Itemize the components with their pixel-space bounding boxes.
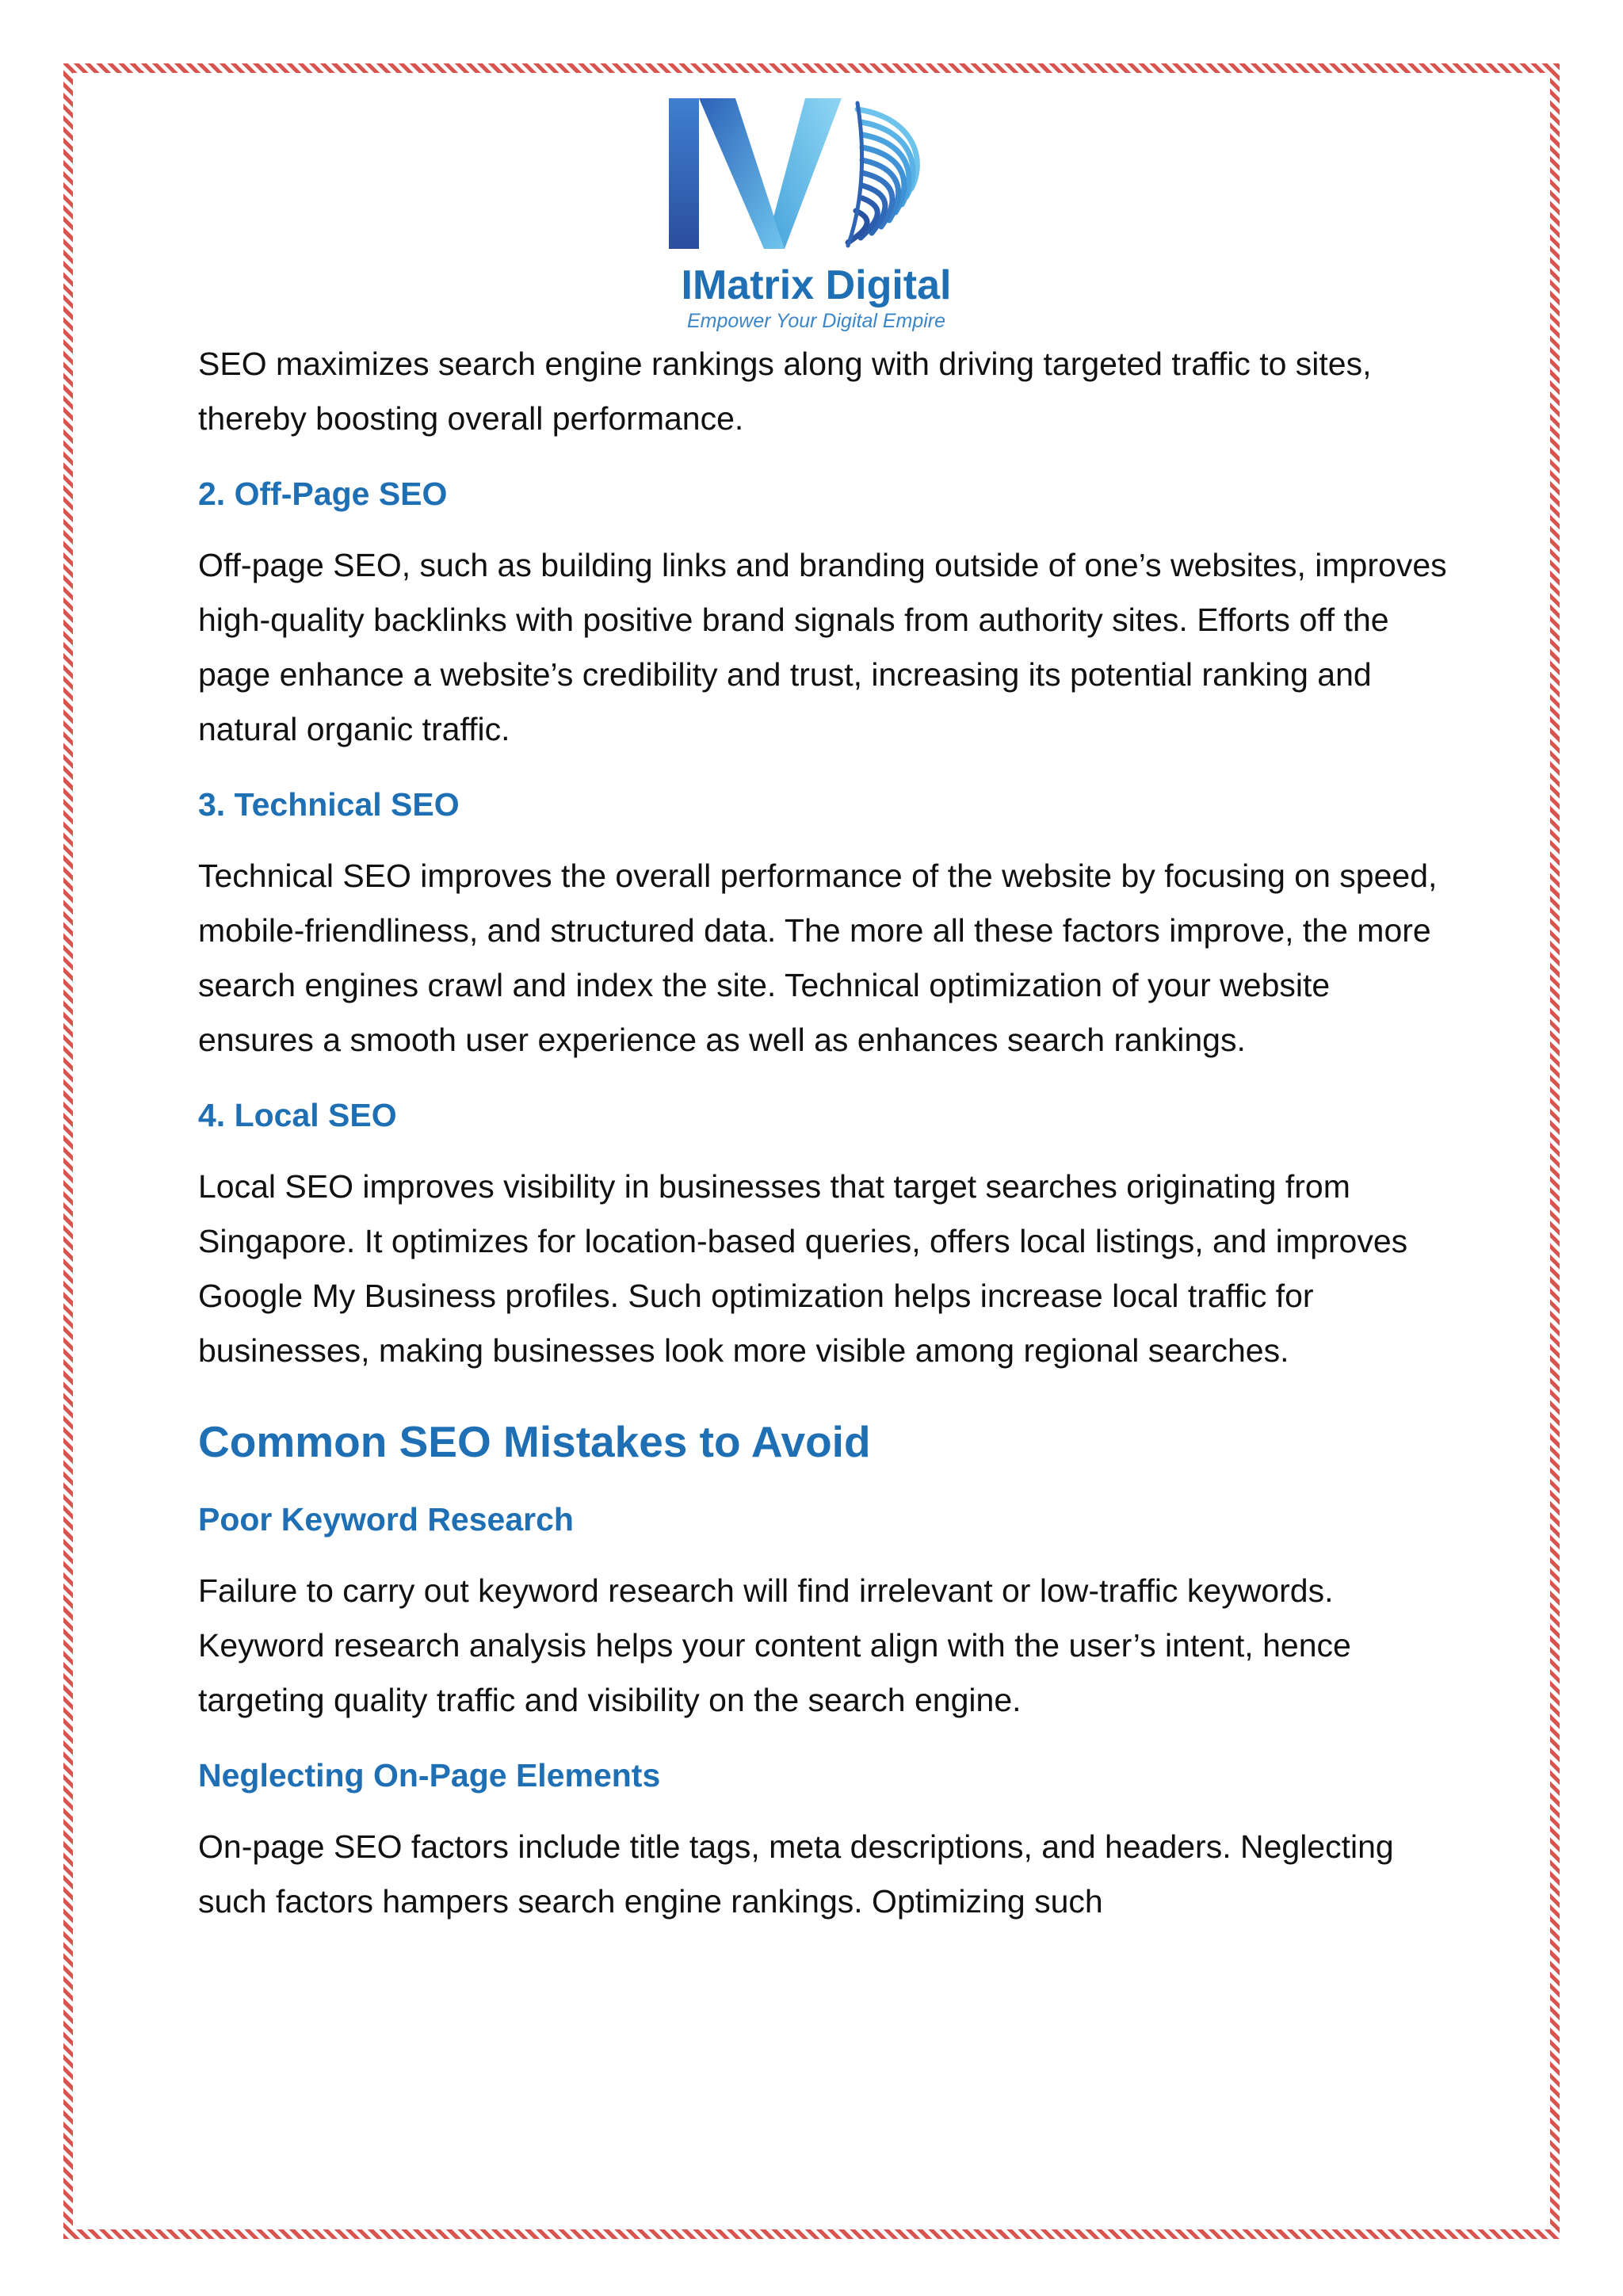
imatrix-logo (658, 94, 975, 339)
section-heading-local-seo: 4. Local SEO (198, 1097, 397, 1133)
mistake-heading-keyword-research: Poor Keyword Research (198, 1501, 574, 1538)
document-body (198, 337, 1450, 1951)
section-heading-technical-seo: 3. Technical SEO (198, 786, 460, 823)
section-body-local-seo: Local SEO improves visibility in businesses that target searches originating from Singapore. It optimizes for location-based queries, offers local listings, and improves Google My Business profiles. Such optimization helps increase local traffic for businesses, making businesses look more visible among regional searches. (198, 1168, 1408, 1369)
section-body-off-page-seo: Off-page SEO, such as building links and branding outside of one’s websites, improves high-quality backlinks with positive brand signals from authority sites. Efforts off the page enhance a website’s credibility and trust, increasing its potential ranking and natural organic traffic. (198, 547, 1447, 747)
section-heading-off-page-seo: 2. Off-Page SEO (198, 476, 448, 512)
intro-paragraph: SEO maximizes search engine rankings along with driving targeted traffic to sites, thereby boosting overall performance. (198, 346, 1372, 437)
mistake-heading-on-page-elements: Neglecting On-Page Elements (198, 1757, 661, 1794)
logo-tagline: Empower Your Digital Empire (686, 310, 946, 332)
logo-mark-icon (658, 94, 975, 260)
mistake-body-on-page-elements: On-page SEO factors include title tags, meta descriptions, and headers. Neglecting such factors hampers search engine rankings. Optimizing such (198, 1828, 1394, 1920)
section-body-technical-seo: Technical SEO improves the overall performance of the website by focusing on speed, mobile-friendliness, and structured data. The more all these factors improve, the more search engines crawl and index the site. Technical optimization of your website ensures a smooth user experience as well as enhances search rankings. (198, 858, 1438, 1058)
logo-name: IMatrix Digital (681, 262, 952, 308)
mistakes-title: Common SEO Mistakes to Avoid (198, 1417, 871, 1466)
mistake-body-keyword-research: Failure to carry out keyword research will find irrelevant or low-traffic keywords. Keyword research analysis helps your content align with the user’s intent, hence targeting quality traffic and visibility on the search engine. (198, 1572, 1351, 1718)
